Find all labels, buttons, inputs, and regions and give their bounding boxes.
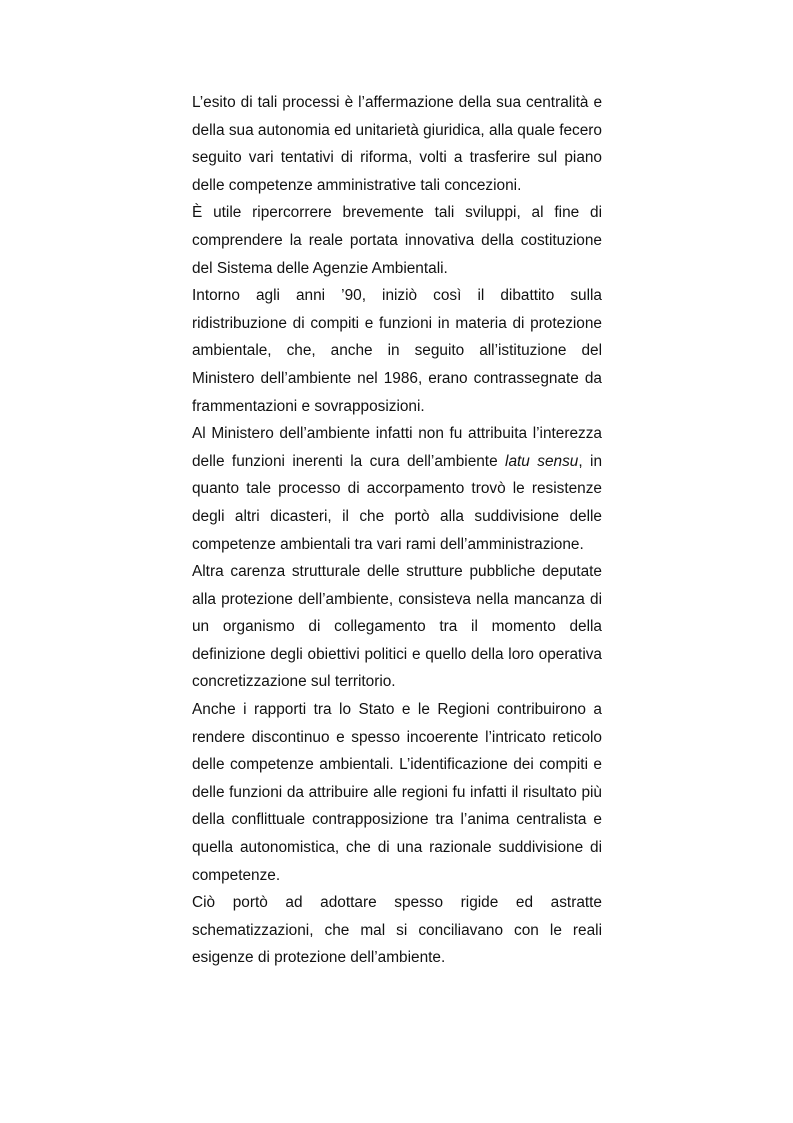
paragraph-4-before: Al Ministero dell’ambiente infatti non fu attribuita l’interezza delle funzioni inerenti la cura dell’ambiente (192, 425, 602, 470)
paragraph-3: Intorno agli anni ’90, iniziò così il dibattito sulla ridistribuzione di compiti e funzioni in materia di protezione ambientale, che, anche in seguito all’istituzione del Ministero dell’ambiente nel 1986, erano contrassegnate da frammentazioni e sovrapposizioni. (192, 287, 602, 415)
paragraph-4-italic-term: latu sensu (505, 452, 579, 470)
paragraph-4-after: , in quanto tale processo di accorpamento trovò le resistenze degli altri dicasteri, il che portò alla suddivisione delle competenze ambientali tra vari rami dell’amministrazione. (192, 452, 602, 553)
paragraph-4 (192, 420, 602, 558)
paragraph-5: Altra carenza strutturale delle strutture pubbliche deputate alla protezione dell’ambiente, consisteva nella mancanza di un organismo di collegamento tra il momento della definizione degli obiettivi politici e quello della loro operativa concretizzazione sul territorio. (192, 563, 602, 691)
paragraph-2: È utile ripercorrere brevemente tali sviluppi, al fine di comprendere la reale portata innovativa della costituzione del Sistema delle Agenzie Ambientali. (192, 204, 602, 277)
paragraph-1: L’esito di tali processi è l’affermazione della sua centralità e della sua autonomia ed unitarietà giuridica, alla quale fecero seguito vari tentativi di riforma, volti a trasferire sul piano delle competenze amministrative tali concezioni. (192, 94, 602, 194)
paragraph-6: Anche i rapporti tra lo Stato e le Regioni contribuirono a rendere discontinuo e spesso incoerente l’intricato reticolo delle competenze ambientali. L’identificazione dei compiti e delle funzioni da attribuire alle regioni fu infatti il risultato più della conflittuale contrapposizione tra l’anima centralista e quella autonomistica, che di una razionale suddivisione di competenze. (192, 701, 602, 884)
paragraph-7: Ciò portò ad adottare spesso rigide ed astratte schematizzazioni, che mal si conciliavano con le reali esigenze di protezione dell’ambiente. (192, 894, 602, 967)
body-text (192, 89, 602, 972)
